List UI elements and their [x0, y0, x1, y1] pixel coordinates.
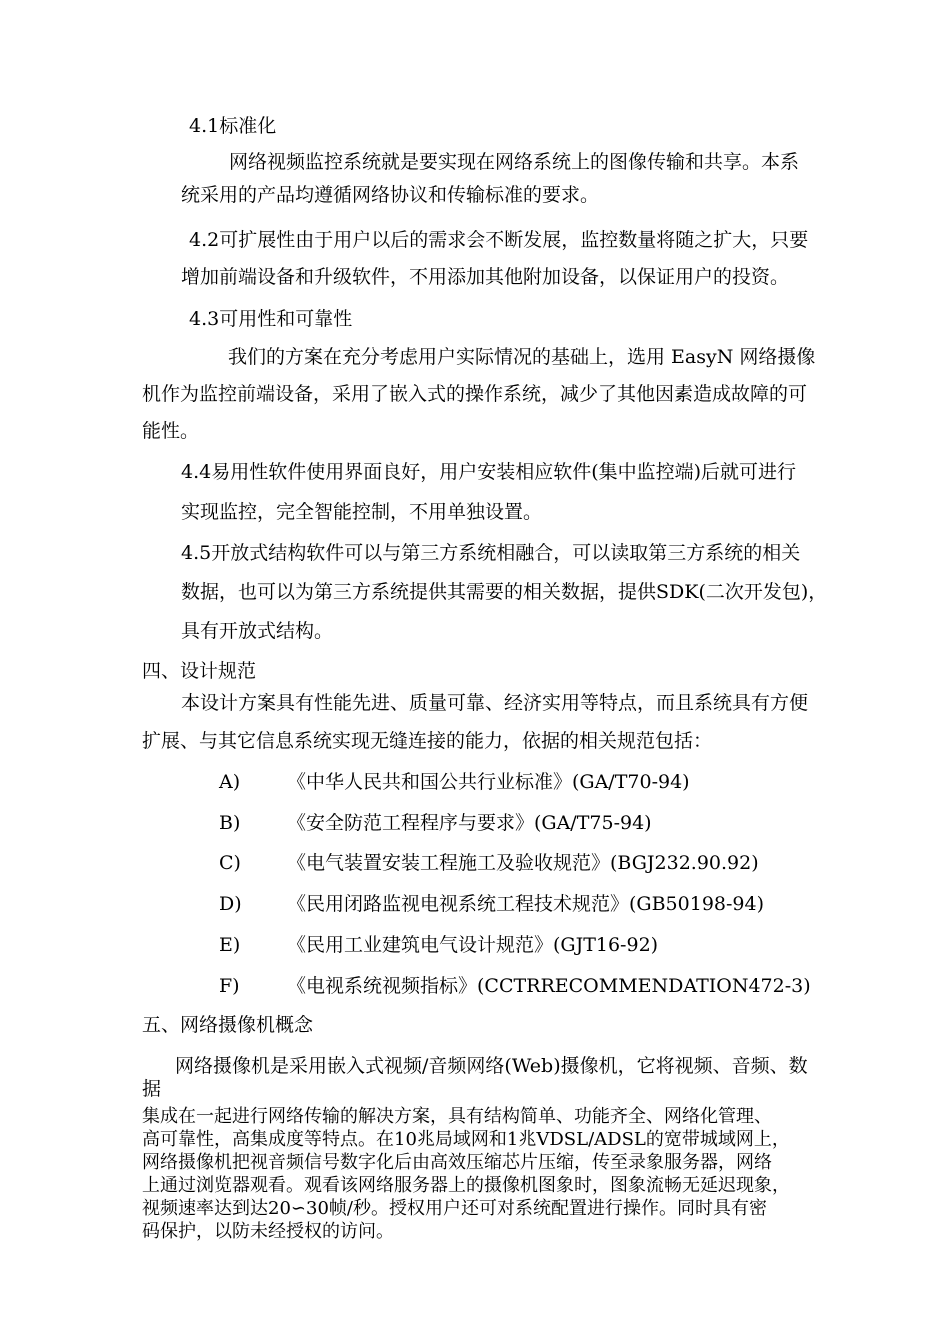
standard-label: B) — [219, 812, 241, 834]
standard-label: E) — [219, 934, 241, 956]
section-4-3-text-line: 能性。 — [142, 420, 200, 442]
section-4-2-text-line: 增加前端设备和升级软件，不用添加其他附加设备，以保证用户的投资。 — [181, 266, 790, 288]
camera-paragraph-line: 码保护，以防未经授权的访问。 — [142, 1221, 394, 1242]
design-spec-heading: 四、设计规范 — [142, 660, 257, 682]
standard-label: A) — [219, 771, 241, 793]
standard-label: D) — [219, 893, 242, 915]
standard-text: 《电视系统视频指标》(CCTRRECOMMENDATION472-3) — [287, 975, 811, 997]
section-4-3-text-line: 我们的方案在充分考虑用户实际情况的基础上，选用 EasyN 网络摄像 — [228, 346, 816, 368]
section-4-5-text-line: 具有开放式结构。 — [181, 620, 334, 642]
section-4-4-text-line: 4.4易用性软件使用界面良好，用户安装相应软件(集中监控端)后就可进行 — [181, 461, 797, 483]
camera-paragraph-line: 高可靠性，高集成度等特点。在10兆局域网和1兆VDSL/ADSL的宽带城域网上， — [142, 1129, 790, 1150]
standard-text: 《电气装置安装工程施工及验收规范》(BGJ232.90.92) — [287, 852, 759, 874]
section-4-3-text-line: 机作为监控前端设备，采用了嵌入式的操作系统，减少了其他因素造成故障的可 — [142, 383, 808, 405]
standard-text: 《民用闭路监视电视系统工程技术规范》(GB50198-94) — [287, 893, 765, 915]
camera-paragraph-line: 集成在一起进行网络传输的解决方案，具有结构简单、功能齐全、网络化管理、 — [142, 1106, 772, 1127]
camera-paragraph-line: 视频速率达到达20∽30帧/秒。授权用户还可对系统配置进行操作。同时具有密 — [142, 1198, 767, 1219]
section-4-1-heading: 4.1标准化 — [189, 115, 277, 137]
design-intro-line: 本设计方案具有性能先进、质量可靠、经济实用等特点，而且系统具有方便 — [181, 692, 809, 714]
design-intro-line: 扩展、与其它信息系统实现无缝连接的能力，依据的相关规范包括： — [142, 730, 713, 752]
section-4-4-text-line: 实现监控，完全智能控制，不用单独设置。 — [181, 501, 543, 523]
section-4-5-text-line: 数据，也可以为第三方系统提供其需要的相关数据，提供SDK(二次开发包)， — [181, 581, 828, 603]
standard-label: F) — [219, 975, 240, 997]
camera-paragraph-line: 据 — [142, 1078, 162, 1100]
camera-paragraph-line: 网络摄像机把视音频信号数字化后由高效压缩芯片压缩，传至录象服务器，网络 — [142, 1152, 772, 1173]
standard-label: C) — [219, 852, 241, 874]
camera-paragraph-line: 网络摄像机是采用嵌入式视频/音频网络(Web)摄像机，它将视频、音频、数 — [175, 1055, 808, 1077]
camera-concept-heading: 五、网络摄像机概念 — [142, 1014, 314, 1036]
camera-paragraph-line: 上通过浏览器观看。观看该网络服务器上的摄像机图象时，图象流畅无延迟现象， — [142, 1175, 790, 1196]
standard-text: 《安全防范工程程序与要求》(GA/T75-94) — [287, 812, 652, 834]
section-4-5-text-line: 4.5开放式结构软件可以与第三方系统相融合，可以读取第三方系统的相关 — [181, 542, 801, 564]
standard-text: 《民用工业建筑电气设计规范》(GJT16-92) — [287, 934, 659, 956]
section-4-3-heading: 4.3可用性和可靠性 — [189, 308, 353, 330]
section-4-1-text-line: 统采用的产品均遵循网络协议和传输标准的要求。 — [181, 184, 600, 206]
standard-text: 《中华人民共和国公共行业标准》(GA/T70-94) — [287, 771, 690, 793]
section-4-1-text-line: 网络视频监控系统就是要实现在网络系统上的图像传输和共享。本系 — [229, 151, 800, 173]
section-4-2-text-line: 4.2可扩展性由于用户以后的需求会不断发展，监控数量将随之扩大，只要 — [189, 229, 809, 251]
